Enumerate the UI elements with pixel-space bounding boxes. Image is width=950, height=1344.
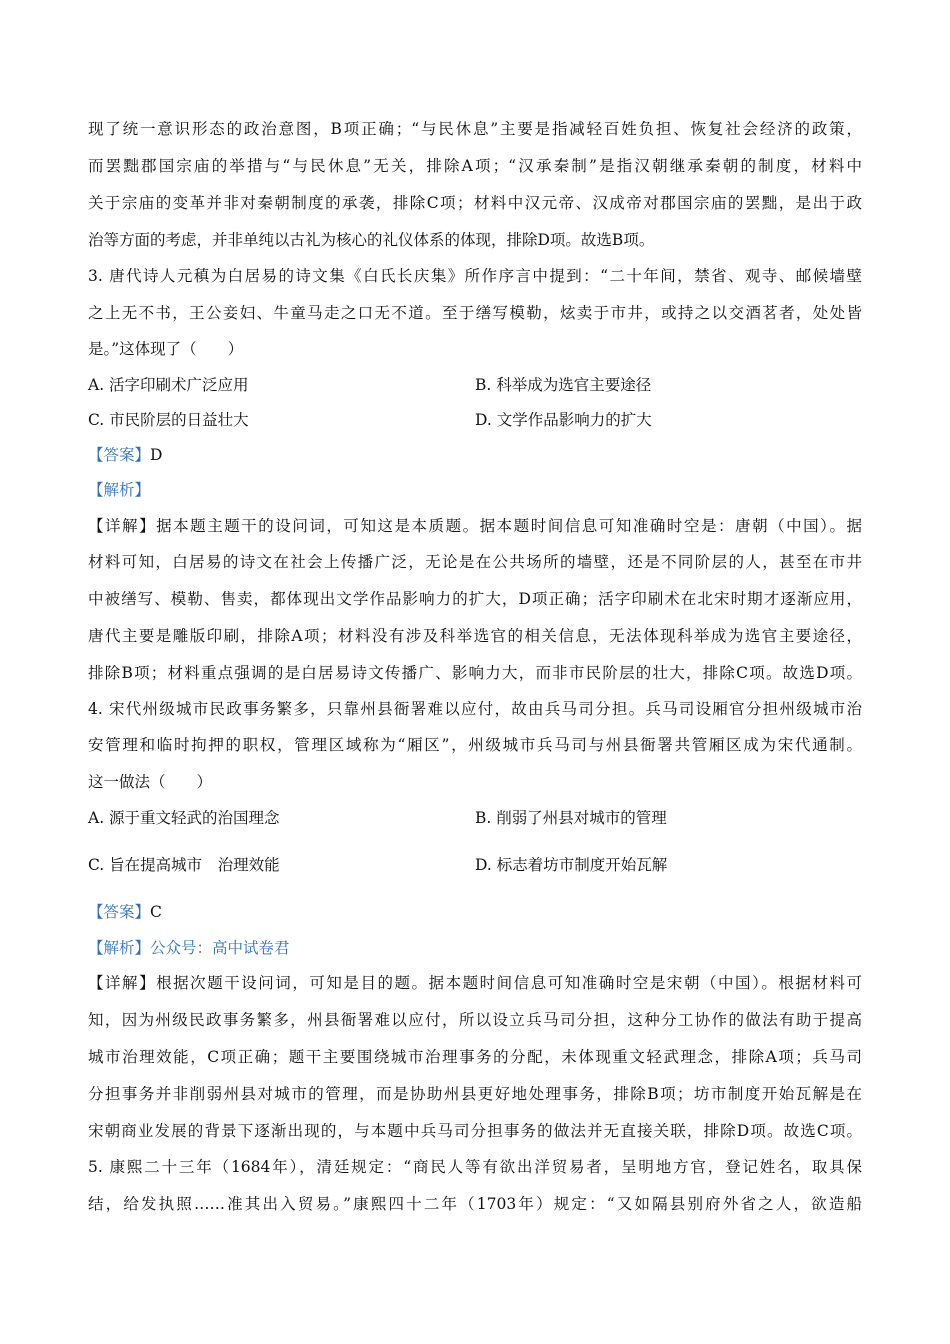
question-3-stem: 3. 唐代诗人元稹为白居易的诗文集《白氏长庆集》所作序言中提到：“二十年间，禁省、观寺、邮候墙壁 — [88, 267, 862, 285]
answer-line — [88, 902, 162, 922]
answer-value: D — [150, 446, 163, 464]
option-b: B. 削弱了州县对城市的管理 — [475, 809, 667, 827]
question-5-stem: 5. 康熙二十三年（1684年），清廷规定：“商民人等有欲出洋贸易者，呈明地方官，登记姓名，取具保 — [88, 1158, 862, 1176]
question-4-stem: 这一做法（ ） — [88, 773, 213, 791]
text-line: 治等方面的考虑，并非单纯以古礼为核心的礼仪体系的体现，排除D项。故选B项。 — [88, 231, 655, 249]
detail-line: 材料可知，白居易的诗文在社会上传播广泛，无论是在公共场所的墙壁，还是不同阶层的人，甚至在市井 — [88, 553, 862, 571]
option-c: C. 市民阶层的日益壮大 — [88, 411, 249, 429]
option-d: D. 标志着坊市制度开始瓦解 — [475, 856, 668, 874]
analysis-label: 【解析】 — [88, 939, 151, 957]
analysis-line — [88, 938, 290, 958]
option-b: B. 科举成为选官主要途径 — [475, 376, 652, 394]
text-line: 现了统一意识形态的政治意图，B项正确；“与民休息”主要是指减轻百姓负担、恢复社会经济的政策， — [88, 120, 862, 138]
question-3-stem: 之上无不书，王公妾妇、牛童马走之口无不道。至于缮写模勒，炫卖于市井，或持之以交酒茗者，处处皆 — [88, 304, 862, 322]
answer-label: 【答案】 — [88, 446, 151, 464]
detail-line: 城市治理效能，C项正确；题干主要围绕城市治理事务的分配，未体现重文轻武理念，排除A项；兵马司 — [88, 1048, 862, 1066]
answer-value: C — [150, 903, 162, 921]
option-d: D. 文学作品影响力的扩大 — [475, 411, 652, 429]
option-c: C. 旨在提高城市 治理效能 — [88, 856, 280, 874]
analysis-label: 【解析】 — [88, 481, 151, 499]
text-line: 关于宗庙的变革并非对秦朝制度的承袭，排除C项；材料中汉元帝、汉成帝对郡国宗庙的罢黜，是出于政 — [88, 194, 862, 212]
text-line: 而罢黜郡国宗庙的举措与“与民休息”无关，排除A项；“汉承秦制”是指汉朝继承秦朝的制度，材料中 — [88, 157, 862, 175]
question-4-stem: 4. 宋代州级城市民政事务繁多，只靠州县衙署难以应付，故由兵马司分担。兵马司设厢官分担州级城市治 — [88, 700, 862, 718]
detail-line: 【详解】据本题主题干的设问词，可知这是本质题。据本题时间信息可知准确时空是：唐朝（中国）。据 — [88, 517, 862, 535]
question-4-stem: 安管理和临时拘押的职权，管理区域称为“厢区”，州级城市兵马司与州县衙署共管厢区成为宋代通制。 — [88, 736, 862, 754]
analysis-note: 公众号：高中试卷君 — [150, 939, 290, 957]
option-a: A. 源于重文轻武的治国理念 — [88, 809, 280, 827]
question-5-stem: 结，给发执照……准其出入贸易。”康熙四十二年（1703年）规定：“又如隔县别府外省之人，欲造船 — [88, 1195, 862, 1213]
detail-line: 宋朝商业发展的背景下逐渐出现的，与本题中兵马司分担事务的做法并无直接关联，排除D项。故选C项。 — [88, 1122, 862, 1140]
detail-line: 分担事务并非削弱州县对城市的管理，而是协助州县更好地处理事务，排除B项；坊市制度开始瓦解是在 — [88, 1085, 862, 1103]
detail-line: 【详解】根据次题干设问词，可知是目的题。据本题时间信息可知准确时空是宋朝（中国）。根据材料可 — [88, 974, 862, 992]
detail-line: 中被缮写、模勒、售卖，都体现出文学作品影响力的扩大，D项正确；活字印刷术在北宋时期才逐渐应用， — [88, 590, 862, 608]
detail-line: 唐代主要是雕版印刷，排除A项；材料没有涉及科举选官的相关信息，无法体现科举成为选官主要途径， — [88, 627, 862, 645]
question-3-stem: 是。”这体现了（ ） — [88, 340, 244, 358]
detail-line: 知，因为州级民政事务繁多，州县衙署难以应付，所以设立兵马司分担，这种分工协作的做法有助于提高 — [88, 1011, 862, 1029]
answer-line — [88, 445, 162, 465]
answer-label: 【答案】 — [88, 903, 151, 921]
detail-line: 排除B项；材料重点强调的是白居易诗文传播广、影响力大，而非市民阶层的壮大，排除C项。故选D项。 — [88, 664, 862, 682]
option-a: A. 活字印刷术广泛应用 — [88, 376, 249, 394]
